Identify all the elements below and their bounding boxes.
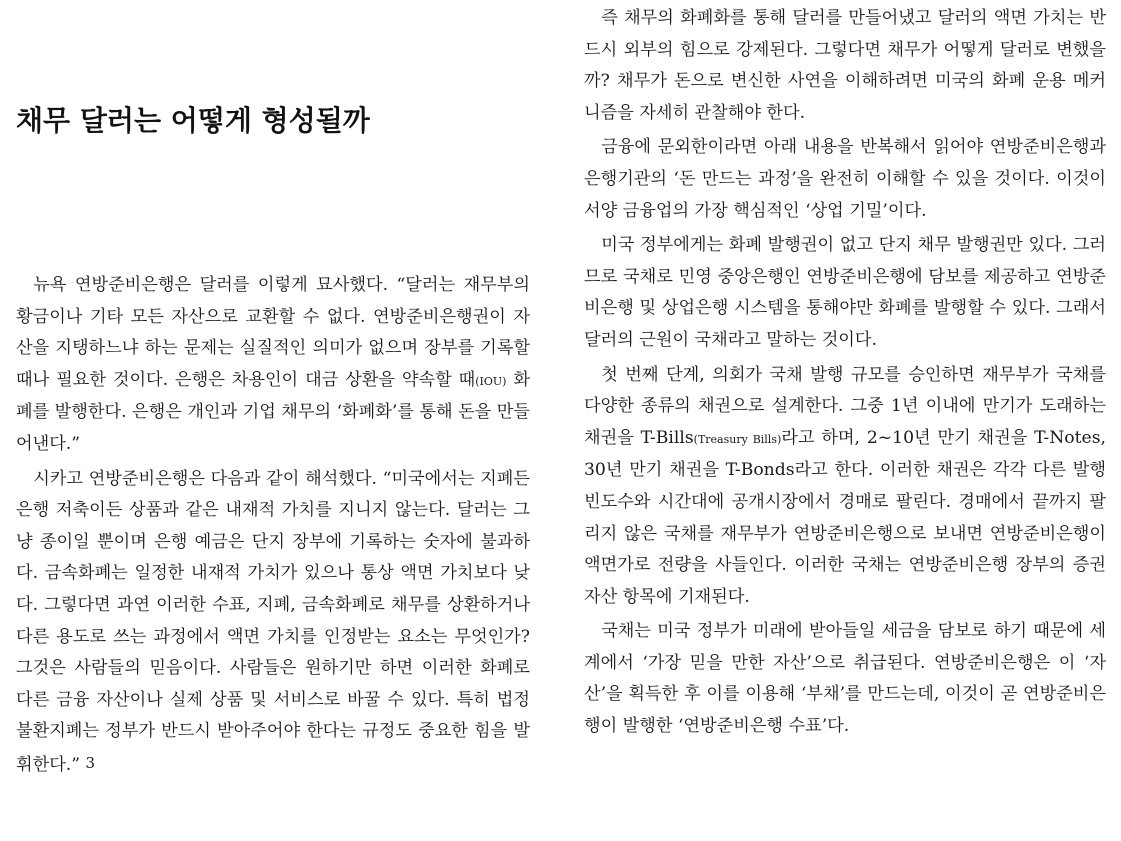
paragraph-text: 뉴욕 연방준비은행은 달러를 이렇게 묘사했다. “달러는 재무부의 황금이나 기타 모든 자산으로 교환할 수 없다. 연방준비은행권이 자산을 지탱하느냐 하는 문제는 실질적인 의미가 없으며 장부를 기록할 때나 필요한 것이다. 은행은 차용인이 대금 상환을 약속할 때 (16, 275, 530, 390)
section-heading: 채무 달러는 어떻게 형성될까 (16, 104, 370, 137)
footnote-marker: 3 (85, 753, 96, 772)
paragraph-debt-monetization: 즉 채무의 화폐화를 통해 달러를 만들어냈고 달러의 액면 가치는 반드시 외부의 힘으로 강제된다. 그렇다면 채무가 어떻게 달러로 변했을까? 채무가 돈으로 변신한 사연을 이해하려면 미국의 화폐 운용 메커니즘을 자세히 관찰해야 한다. (584, 8, 1106, 123)
paragraph-chicago-fed-quote (16, 464, 530, 782)
paragraph-first-step (584, 360, 1106, 614)
left-text-column (16, 270, 530, 785)
iou-annotation: (IOU) (475, 374, 507, 388)
paragraph-text: 시카고 연방준비은행은 다음과 같이 해석했다. “미국에서는 지폐든 은행 저축이든 상품과 같은 내재적 가치를 지니지 않는다. 달러는 그냥 종이일 뿐이며 은행 예금은 단지 장부에 기록하는 숫자에 불과하다. 금속화폐는 일정한 내재적 가치가 있으나 통상 액면 가치보다 낮다. 그렇다면 과연 이러한 수표, 지폐, 금속화폐로 채무를 상환하거나 다른 용도로 쓰는 과정에서 액면 가치를 인정받는 요소는 무엇인가? 그것은 사람들의 믿음이다. 사람들은 원하기만 하면 이러한 화폐로 다른 금융 자산이나 실제 상품 및 서비스로 바꿀 수 있다. 특히 법정 불환지폐는 정부가 반드시 받아주어야 한다는 규정도 중요한 힘을 발휘한다.” (16, 468, 530, 775)
paragraph-government-debt-issuance: 미국 정부에게는 화폐 발행권이 없고 단지 채무 발행권만 있다. 그러므로 국채로 민영 중앙은행인 연방준비은행에 담보를 제공하고 연방준비은행 및 상업은행 시스템을 통해야만 화폐를 발행할 수 있다. 그래서 달러의 근원이 국채라고 말하는 것이다. (584, 235, 1106, 350)
paragraph-ny-fed-quote (16, 270, 530, 461)
paragraph-treasury-asset: 국채는 미국 정부가 미래에 받아들일 세금을 담보로 하기 때문에 세계에서 ‘가장 믿을 만한 자산’으로 취급된다. 연방준비은행은 이 ‘자산’을 획득한 후 이를 이용해 ‘부채’를 만드는데, 이것이 곧 연방준비은행이 발행한 ‘연방준비은행 수표’다. (584, 621, 1106, 737)
paragraph-text: 첫 번째 단계, 의회가 국채 발행 규모를 승인하면 재무부가 국채를 다양한 종류의 채권으로 설계한다. 그중 1년 이내에 만기가 도래하는 채권을 T-Bills (584, 364, 1106, 448)
paragraph-text: 화폐를 발행한다. 은행은 개인과 기업 채무의 ‘화폐화’를 통해 돈을 만들어낸다.” (16, 369, 530, 454)
right-text-column (584, 3, 1106, 746)
paragraph-text: 라고 하며, 2~10년 만기 채권을 T-Notes, 30년 만기 채권을 T-Bonds라고 한다. 이러한 채권은 각각 다른 발행 빈도수와 시간대에 공개시장에서 경매로 팔린다. 경매에서 끝까지 팔리지 않은 국채를 재무부가 연방준비은행으로 보내면 연방준비은행이 액면가로 전량을 사들인다. 이러한 국채는 연방준비은행 장부의 증권자산 항목에 기재된다. (584, 427, 1106, 607)
treasury-bills-annotation: (Treasury Bills) (693, 432, 782, 446)
paragraph-money-making-process: 금융에 문외한이라면 아래 내용을 반복해서 읽어야 연방준비은행과 은행기관의 ‘돈 만드는 과정’을 완전히 이해할 수 있을 것이다. 이것이 서양 금융업의 가장 핵심적인 ‘상업 기밀’이다. (584, 137, 1106, 221)
